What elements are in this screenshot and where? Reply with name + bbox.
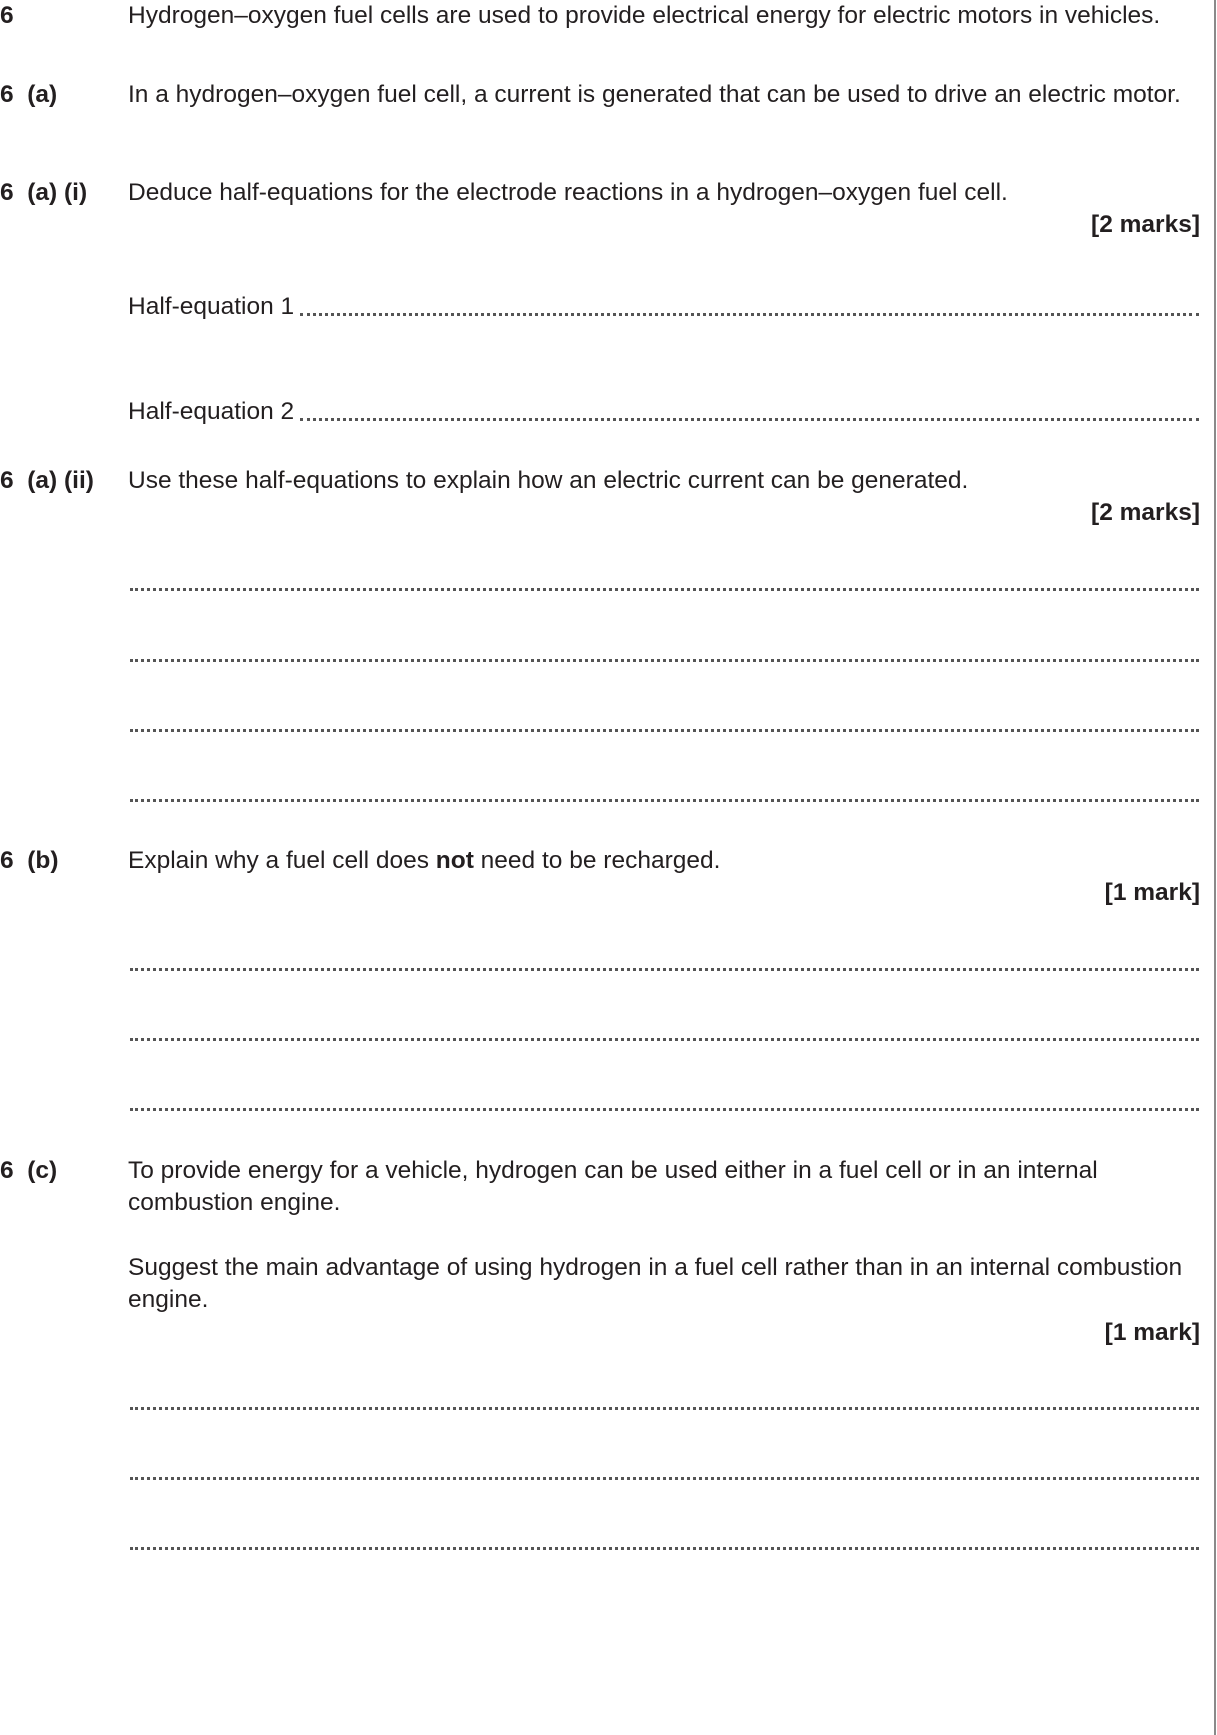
question-6b-text-bold: not	[435, 847, 474, 874]
answer-line[interactable]	[130, 799, 1199, 802]
answer-line[interactable]	[130, 968, 1199, 971]
half-equation-1-answer[interactable]	[128, 291, 1199, 323]
question-6b-text-before: Explain why a fuel cell does	[128, 847, 436, 874]
question-6b-number: 6 (b)	[0, 847, 59, 874]
question-6aii-text: Use these half-equations to explain how an electric current can be generated.	[128, 467, 969, 494]
half-equation-2-answer-line[interactable]	[300, 418, 1199, 421]
question-6-stem: Hydrogen–oxygen fuel cells are used to provide electrical energy for electric motors in vehicles.	[128, 2, 1161, 29]
half-equation-1-label: Half-equation 1	[128, 293, 295, 320]
question-6ai-number: 6 (a) (i)	[0, 179, 88, 206]
question-6-number: 6	[0, 2, 14, 29]
question-6c-text: To provide energy for a vehicle, hydrogen can be used either in a fuel cell or in an internal combustion engine.	[128, 1157, 1098, 1216]
half-equation-2-answer[interactable]	[128, 396, 1199, 428]
answer-line[interactable]	[130, 1477, 1199, 1480]
question-6aii-number: 6 (a) (ii)	[0, 467, 94, 494]
answer-line[interactable]	[130, 729, 1199, 732]
answer-line[interactable]	[130, 588, 1199, 591]
answer-line[interactable]	[130, 1108, 1199, 1111]
page-right-border	[1214, 0, 1216, 1735]
answer-line[interactable]	[130, 659, 1199, 662]
answer-line[interactable]	[130, 1407, 1199, 1410]
half-equation-2-label: Half-equation 2	[128, 398, 295, 425]
question-6a-text: In a hydrogen–oxygen fuel cell, a current is generated that can be used to drive an electric motor.	[128, 81, 1181, 108]
question-6aii-marks: [2 marks]	[1091, 499, 1200, 526]
question-6b-marks: [1 mark]	[1104, 879, 1200, 906]
question-6b-text	[128, 845, 1188, 877]
half-equation-1-answer-line[interactable]	[300, 313, 1199, 316]
answer-line[interactable]	[130, 1547, 1199, 1550]
question-6ai-text: Deduce half-equations for the electrode reactions in a hydrogen–oxygen fuel cell.	[128, 179, 1008, 206]
question-6c-text-2: Suggest the main advantage of using hydrogen in a fuel cell rather than in an internal combustion engine.	[128, 1254, 1183, 1313]
question-6c-number: 6 (c)	[0, 1157, 58, 1184]
question-6ai-marks: [2 marks]	[1091, 211, 1200, 238]
answer-line[interactable]	[130, 1038, 1199, 1041]
question-6c-marks: [1 mark]	[1104, 1319, 1200, 1346]
question-6b-text-after: need to be recharged.	[473, 847, 721, 874]
question-6a-number: 6 (a)	[0, 81, 58, 108]
